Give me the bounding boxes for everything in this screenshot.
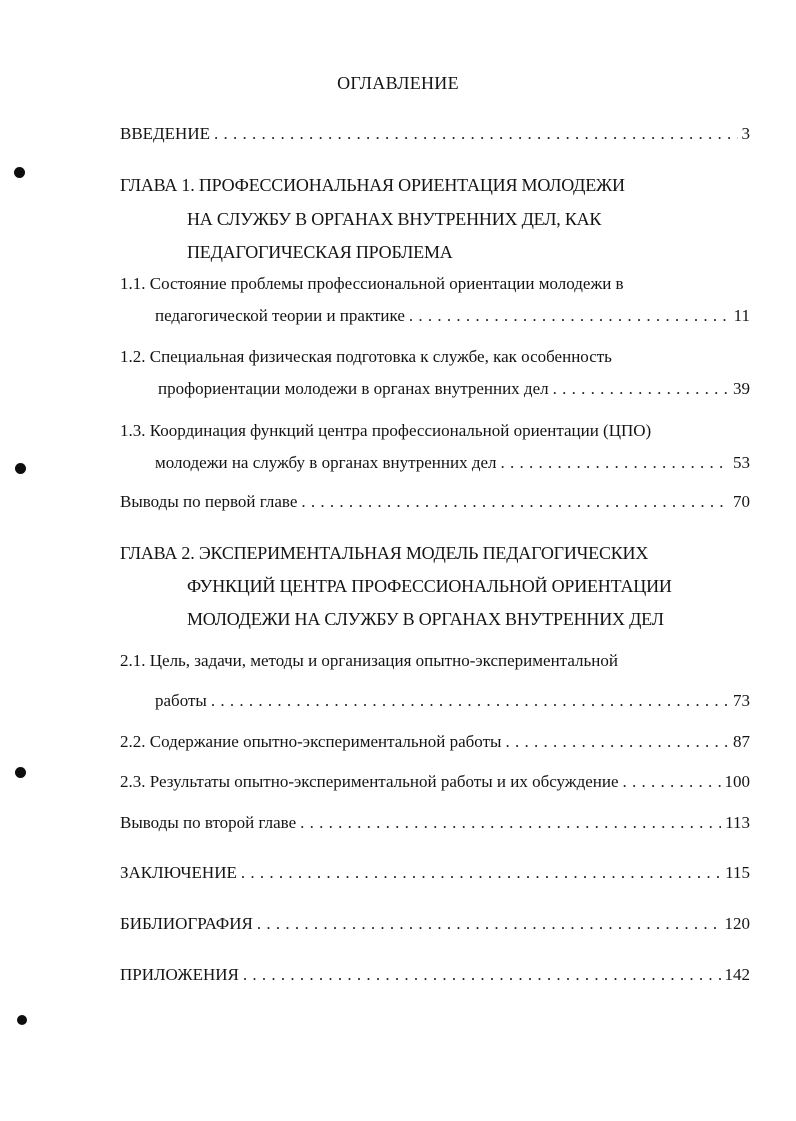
page-title: ОГЛАВЛЕНИЕ	[337, 73, 459, 93]
toc-entry-2-3[interactable]	[120, 771, 750, 793]
toc-entry-label: ЗАКЛЮЧЕНИЕ	[120, 863, 237, 882]
toc-entry-1-2-line-1[interactable]: 1.2. Специальная физическая подготовка к службе, как особенность	[120, 347, 612, 366]
toc-page-number: 73	[733, 691, 750, 710]
leader-dots	[409, 305, 730, 327]
toc-entry-1-1-line-1[interactable]: 1.1. Состояние проблемы профессиональной ориентации молодежи в	[120, 274, 624, 293]
leader-dots	[257, 913, 721, 935]
toc-entry-2-2[interactable]	[120, 731, 750, 753]
toc-page-number: 142	[724, 965, 750, 984]
toc-entry-2-1[interactable]	[155, 690, 750, 712]
chapter-1-heading-line-1[interactable]: ГЛАВА 1. ПРОФЕССИОНАЛЬНАЯ ОРИЕНТАЦИЯ МОЛОДЕЖИ	[120, 175, 625, 195]
leader-dots	[243, 964, 721, 986]
toc-page-number: 3	[741, 124, 750, 143]
toc-entry-1-3-line-1[interactable]: 1.3. Координация функций центра профессиональной ориентации (ЦПО)	[120, 421, 652, 440]
toc-entry-label: ПРИЛОЖЕНИЯ	[120, 965, 239, 984]
toc-page-number: 70	[733, 492, 750, 511]
leader-dots	[623, 771, 721, 793]
toc-entry-label: 2.2. Содержание опытно-экспериментальной работы	[120, 732, 502, 751]
chapter-1-heading-line-3[interactable]: ПЕДАГОГИЧЕСКАЯ ПРОБЛЕМА	[187, 242, 453, 262]
toc-page-number: 39	[733, 379, 750, 398]
toc-entry-label: педагогической теории и практике	[155, 306, 405, 325]
chapter-2-heading-line-1[interactable]: ГЛАВА 2. ЭКСПЕРИМЕНТАЛЬНАЯ МОДЕЛЬ ПЕДАГОГИЧЕСКИХ	[120, 543, 649, 563]
leader-dots	[553, 378, 729, 400]
leader-dots	[211, 690, 729, 712]
toc-entry-1-3[interactable]	[155, 452, 750, 474]
toc-entry-label: молодежи на службу в органах внутренних дел	[155, 453, 497, 472]
chapter-2-heading-line-2[interactable]: ФУНКЦИЙ ЦЕНТРА ПРОФЕССИОНАЛЬНОЙ ОРИЕНТАЦИИ	[187, 576, 672, 596]
leader-dots	[300, 812, 721, 834]
toc-entry-1-1[interactable]	[155, 305, 750, 327]
toc-entry-chapter-1-conclusions[interactable]	[120, 491, 750, 513]
leader-dots	[501, 452, 729, 474]
toc-entry-appendices[interactable]	[120, 964, 750, 986]
toc-page-number: 120	[724, 914, 750, 933]
toc-entry-2-1-line-1[interactable]: 2.1. Цель, задачи, методы и организация опытно-экспериментальной	[120, 651, 618, 670]
toc-entry-label: работы	[155, 691, 207, 710]
leader-dots	[214, 123, 738, 145]
toc-entry-conclusion[interactable]	[120, 862, 750, 884]
toc-entry-label: БИБЛИОГРАФИЯ	[120, 914, 253, 933]
toc-entry-intro[interactable]	[120, 123, 750, 145]
toc-page-number: 115	[725, 863, 750, 882]
chapter-1-heading-line-2[interactable]: НА СЛУЖБУ В ОРГАНАХ ВНУТРЕННИХ ДЕЛ, КАК	[187, 209, 602, 229]
punch-hole-mark	[15, 463, 26, 474]
punch-hole-mark	[14, 167, 25, 178]
toc-entry-1-2[interactable]	[158, 378, 750, 400]
toc-entry-bibliography[interactable]	[120, 913, 750, 935]
toc-entry-label: Выводы по первой главе	[120, 492, 298, 511]
toc-entry-label: Выводы по второй главе	[120, 813, 297, 832]
punch-hole-mark	[15, 767, 26, 778]
punch-hole-mark	[17, 1015, 27, 1025]
chapter-2-heading-line-3[interactable]: МОЛОДЕЖИ НА СЛУЖБУ В ОРГАНАХ ВНУТРЕННИХ ДЕЛ	[187, 609, 664, 629]
toc-entry-chapter-2-conclusions[interactable]	[120, 812, 750, 834]
leader-dots	[505, 731, 729, 753]
toc-page-number: 53	[733, 453, 750, 472]
toc-entry-label: ВВЕДЕНИЕ	[120, 124, 210, 143]
toc-page-number: 87	[733, 732, 750, 751]
toc-page-number: 100	[724, 772, 750, 791]
toc-entry-label: профориентации молодежи в органах внутренних дел	[158, 379, 549, 398]
leader-dots	[241, 862, 721, 884]
toc-entry-label: 2.3. Результаты опытно-экспериментальной работы и их обсуждение	[120, 772, 619, 791]
toc-page-number: 11	[733, 306, 750, 325]
leader-dots	[301, 491, 729, 513]
toc-page-number: 113	[725, 813, 750, 832]
